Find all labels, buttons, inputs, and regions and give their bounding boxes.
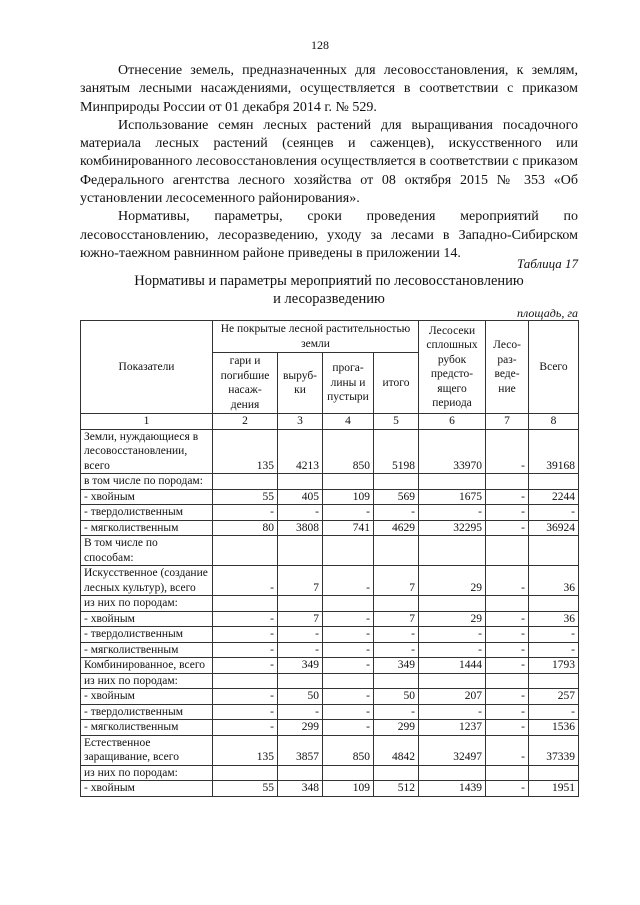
row-label: Естественное заращивание, всего bbox=[81, 735, 213, 765]
cell-value: - bbox=[278, 627, 323, 643]
cell-value: 36 bbox=[529, 611, 579, 627]
cell-value: 1444 bbox=[419, 658, 486, 674]
cell-value: 7 bbox=[374, 566, 419, 596]
cell-value: - bbox=[486, 720, 529, 736]
cell-value bbox=[486, 673, 529, 689]
header-c6: Лесосеки сплошных рубок предсто-ящего периода bbox=[419, 321, 486, 414]
cell-value: - bbox=[323, 658, 374, 674]
header-group: Не покрытые лесной растительностью земли bbox=[213, 321, 419, 353]
cell-value: 257 bbox=[529, 689, 579, 705]
header-c4: прога-лины и пустыри bbox=[323, 353, 374, 414]
cell-value: - bbox=[213, 505, 278, 521]
cell-value: 405 bbox=[278, 489, 323, 505]
row-label: - твердолиственным bbox=[81, 505, 213, 521]
table-row bbox=[81, 704, 579, 720]
cell-value: 349 bbox=[278, 658, 323, 674]
header-c7: Лесо-раз-веде-ние bbox=[486, 321, 529, 414]
cell-value bbox=[323, 596, 374, 612]
cell-value: 1536 bbox=[529, 720, 579, 736]
cell-value: 55 bbox=[213, 781, 278, 797]
cell-value: 4213 bbox=[278, 429, 323, 474]
cell-value: 32497 bbox=[419, 735, 486, 765]
cell-value bbox=[529, 596, 579, 612]
table-row bbox=[81, 720, 579, 736]
column-index: 8 bbox=[529, 414, 579, 430]
cell-value bbox=[278, 536, 323, 566]
cell-value: 299 bbox=[374, 720, 419, 736]
cell-value: 80 bbox=[213, 520, 278, 536]
column-index: 1 bbox=[81, 414, 213, 430]
cell-value: - bbox=[529, 642, 579, 658]
row-label: Искусственное (создание лесных культур), всего bbox=[81, 566, 213, 596]
cell-value: 741 bbox=[323, 520, 374, 536]
cell-value bbox=[529, 536, 579, 566]
cell-value: 5198 bbox=[374, 429, 419, 474]
cell-value: - bbox=[486, 429, 529, 474]
column-index: 6 bbox=[419, 414, 486, 430]
cell-value bbox=[213, 596, 278, 612]
cell-value: 348 bbox=[278, 781, 323, 797]
cell-value: - bbox=[374, 627, 419, 643]
table-number: Таблица 17 bbox=[516, 256, 578, 271]
column-index: 7 bbox=[486, 414, 529, 430]
cell-value: - bbox=[323, 720, 374, 736]
cell-value: 7 bbox=[374, 611, 419, 627]
cell-value: - bbox=[486, 489, 529, 505]
row-label: - твердолиственным bbox=[81, 704, 213, 720]
table-row bbox=[81, 489, 579, 505]
cell-value: 135 bbox=[213, 429, 278, 474]
cell-value: - bbox=[486, 520, 529, 536]
cell-value: 850 bbox=[323, 429, 374, 474]
table-row bbox=[81, 505, 579, 521]
cell-value bbox=[278, 673, 323, 689]
cell-value: - bbox=[323, 689, 374, 705]
cell-value bbox=[323, 673, 374, 689]
cell-value: 36924 bbox=[529, 520, 579, 536]
cell-value bbox=[278, 474, 323, 490]
page-number: 128 bbox=[311, 38, 329, 52]
cell-value: 512 bbox=[374, 781, 419, 797]
cell-value: 299 bbox=[278, 720, 323, 736]
cell-value: 39168 bbox=[529, 429, 579, 474]
cell-value: 2244 bbox=[529, 489, 579, 505]
cell-value: 50 bbox=[374, 689, 419, 705]
row-label: - твердолиственным bbox=[81, 627, 213, 643]
cell-value: - bbox=[213, 627, 278, 643]
cell-value: - bbox=[213, 704, 278, 720]
cell-value: 7 bbox=[278, 611, 323, 627]
cell-value bbox=[419, 765, 486, 781]
cell-value: - bbox=[486, 658, 529, 674]
cell-value: - bbox=[323, 566, 374, 596]
cell-value: 32295 bbox=[419, 520, 486, 536]
cell-value: - bbox=[323, 704, 374, 720]
cell-value bbox=[213, 536, 278, 566]
header-c8: Всего bbox=[529, 321, 579, 414]
cell-value bbox=[486, 536, 529, 566]
table-row bbox=[81, 474, 579, 490]
cell-value: 36 bbox=[529, 566, 579, 596]
row-label: - хвойным bbox=[81, 781, 213, 797]
cell-value: 1237 bbox=[419, 720, 486, 736]
cell-value: 4629 bbox=[374, 520, 419, 536]
cell-value: 1675 bbox=[419, 489, 486, 505]
cell-value bbox=[486, 474, 529, 490]
cell-value: 50 bbox=[278, 689, 323, 705]
column-index-row bbox=[81, 414, 579, 430]
row-label: из них по породам: bbox=[81, 765, 213, 781]
table-row bbox=[81, 673, 579, 689]
cell-value bbox=[323, 765, 374, 781]
cell-value bbox=[323, 536, 374, 566]
cell-value: 29 bbox=[419, 566, 486, 596]
table-row bbox=[81, 611, 579, 627]
cell-value: - bbox=[529, 627, 579, 643]
cell-value: - bbox=[323, 505, 374, 521]
cell-value: - bbox=[323, 627, 374, 643]
cell-value: - bbox=[486, 627, 529, 643]
row-label: из них по породам: bbox=[81, 596, 213, 612]
cell-value: - bbox=[374, 505, 419, 521]
table-row bbox=[81, 658, 579, 674]
row-label: - хвойным bbox=[81, 689, 213, 705]
row-label: Комбинированное, всего bbox=[81, 658, 213, 674]
cell-value: - bbox=[213, 658, 278, 674]
cell-value bbox=[374, 673, 419, 689]
header-indicators: Показатели bbox=[81, 321, 213, 414]
cell-value bbox=[529, 474, 579, 490]
cell-value: - bbox=[213, 720, 278, 736]
column-index: 5 bbox=[374, 414, 419, 430]
cell-value: 1439 bbox=[419, 781, 486, 797]
cell-value: 37339 bbox=[529, 735, 579, 765]
cell-value: - bbox=[278, 704, 323, 720]
cell-value: 33970 bbox=[419, 429, 486, 474]
cell-value: - bbox=[213, 566, 278, 596]
cell-value: 4842 bbox=[374, 735, 419, 765]
paragraph: Отнесение земель, предназначенных для лесовосстановления, к землям, занятым лесными насаждениями, осуществляется в соответствии с приказом Минприроды России от 01 декабря 2014 г. № 529. bbox=[80, 63, 578, 115]
row-label: Земли, нуждающиеся в лесовосстановлении, всего bbox=[81, 429, 213, 474]
cell-value bbox=[374, 765, 419, 781]
cell-value: - bbox=[486, 689, 529, 705]
table-row bbox=[81, 735, 579, 765]
cell-value bbox=[419, 673, 486, 689]
table-row bbox=[81, 765, 579, 781]
column-index: 4 bbox=[323, 414, 374, 430]
row-label: - мягколиственным bbox=[81, 520, 213, 536]
cell-value: - bbox=[486, 566, 529, 596]
cell-value: 135 bbox=[213, 735, 278, 765]
cell-value bbox=[374, 536, 419, 566]
cell-value bbox=[486, 596, 529, 612]
cell-value: - bbox=[374, 642, 419, 658]
cell-value: 109 bbox=[323, 781, 374, 797]
cell-value: 1951 bbox=[529, 781, 579, 797]
cell-value: 3857 bbox=[278, 735, 323, 765]
cell-value: - bbox=[486, 781, 529, 797]
cell-value bbox=[374, 474, 419, 490]
table-title-line: и лесоразведению bbox=[273, 291, 385, 307]
table-row bbox=[81, 596, 579, 612]
cell-value: 7 bbox=[278, 566, 323, 596]
cell-value bbox=[419, 474, 486, 490]
table-unit: площадь, га bbox=[517, 306, 578, 320]
cell-value bbox=[213, 474, 278, 490]
row-label: - мягколиственным bbox=[81, 642, 213, 658]
table-title-line: Нормативы и параметры мероприятий по лесовосстановлению bbox=[134, 273, 524, 289]
paragraph: Использование семян лесных растений для выращивания посадочного материала лесных растений (сеянцев и саженцев), искусственного или комбинированного лесовосстановления осуществляется в соответствии с приказом Федерального агентства лесного хозяйства от 08 октября 2015 № 353 «Об установлении лесосеменного районирования». bbox=[80, 117, 578, 207]
cell-value: 349 bbox=[374, 658, 419, 674]
cell-value bbox=[213, 765, 278, 781]
cell-value: - bbox=[419, 627, 486, 643]
cell-value: - bbox=[374, 704, 419, 720]
row-label: из них по породам: bbox=[81, 673, 213, 689]
cell-value: - bbox=[486, 735, 529, 765]
cell-value: - bbox=[486, 505, 529, 521]
table-row bbox=[81, 689, 579, 705]
cell-value: 1793 bbox=[529, 658, 579, 674]
cell-value: - bbox=[323, 642, 374, 658]
cell-value: 3808 bbox=[278, 520, 323, 536]
cell-value: - bbox=[278, 642, 323, 658]
cell-value: - bbox=[529, 505, 579, 521]
cell-value: 850 bbox=[323, 735, 374, 765]
row-label: в том числе по породам: bbox=[81, 474, 213, 490]
cell-value: - bbox=[486, 704, 529, 720]
cell-value bbox=[419, 536, 486, 566]
cell-value bbox=[323, 474, 374, 490]
cell-value: - bbox=[419, 642, 486, 658]
table-row bbox=[81, 781, 579, 797]
cell-value: - bbox=[486, 611, 529, 627]
table-row bbox=[81, 520, 579, 536]
cell-value: 207 bbox=[419, 689, 486, 705]
cell-value bbox=[278, 765, 323, 781]
cell-value bbox=[529, 765, 579, 781]
table-row bbox=[81, 429, 579, 474]
header-c3: выруб-ки bbox=[278, 353, 323, 414]
column-index: 3 bbox=[278, 414, 323, 430]
table-row bbox=[81, 627, 579, 643]
data-table bbox=[80, 320, 579, 797]
body-text bbox=[80, 62, 578, 263]
row-label: - хвойным bbox=[81, 489, 213, 505]
table-title bbox=[80, 272, 578, 308]
cell-value: - bbox=[419, 505, 486, 521]
cell-value: - bbox=[278, 505, 323, 521]
paragraph: Нормативы, параметры, сроки проведения мероприятий по лесовосстановлению, лесоразведению, уходу за лесами в Западно-Сибирском южно-таежном равнинном районе приведены в приложении 14. bbox=[80, 209, 578, 261]
cell-value: - bbox=[486, 642, 529, 658]
cell-value: 29 bbox=[419, 611, 486, 627]
cell-value: 55 bbox=[213, 489, 278, 505]
row-label: - мягколиственным bbox=[81, 720, 213, 736]
cell-value bbox=[419, 596, 486, 612]
header-c2: гари и погибшие насаж-дения bbox=[213, 353, 278, 414]
header-c5: итого bbox=[374, 353, 419, 414]
cell-value bbox=[486, 765, 529, 781]
column-index: 2 bbox=[213, 414, 278, 430]
cell-value: - bbox=[213, 642, 278, 658]
cell-value: - bbox=[323, 611, 374, 627]
cell-value bbox=[213, 673, 278, 689]
table-row bbox=[81, 566, 579, 596]
cell-value: - bbox=[213, 689, 278, 705]
row-label: - хвойным bbox=[81, 611, 213, 627]
row-label: В том числе по способам: bbox=[81, 536, 213, 566]
cell-value bbox=[374, 596, 419, 612]
table-row bbox=[81, 642, 579, 658]
cell-value: 109 bbox=[323, 489, 374, 505]
cell-value bbox=[529, 673, 579, 689]
cell-value bbox=[278, 596, 323, 612]
cell-value: 569 bbox=[374, 489, 419, 505]
cell-value: - bbox=[529, 704, 579, 720]
cell-value: - bbox=[419, 704, 486, 720]
cell-value: - bbox=[213, 611, 278, 627]
table-row bbox=[81, 536, 579, 566]
